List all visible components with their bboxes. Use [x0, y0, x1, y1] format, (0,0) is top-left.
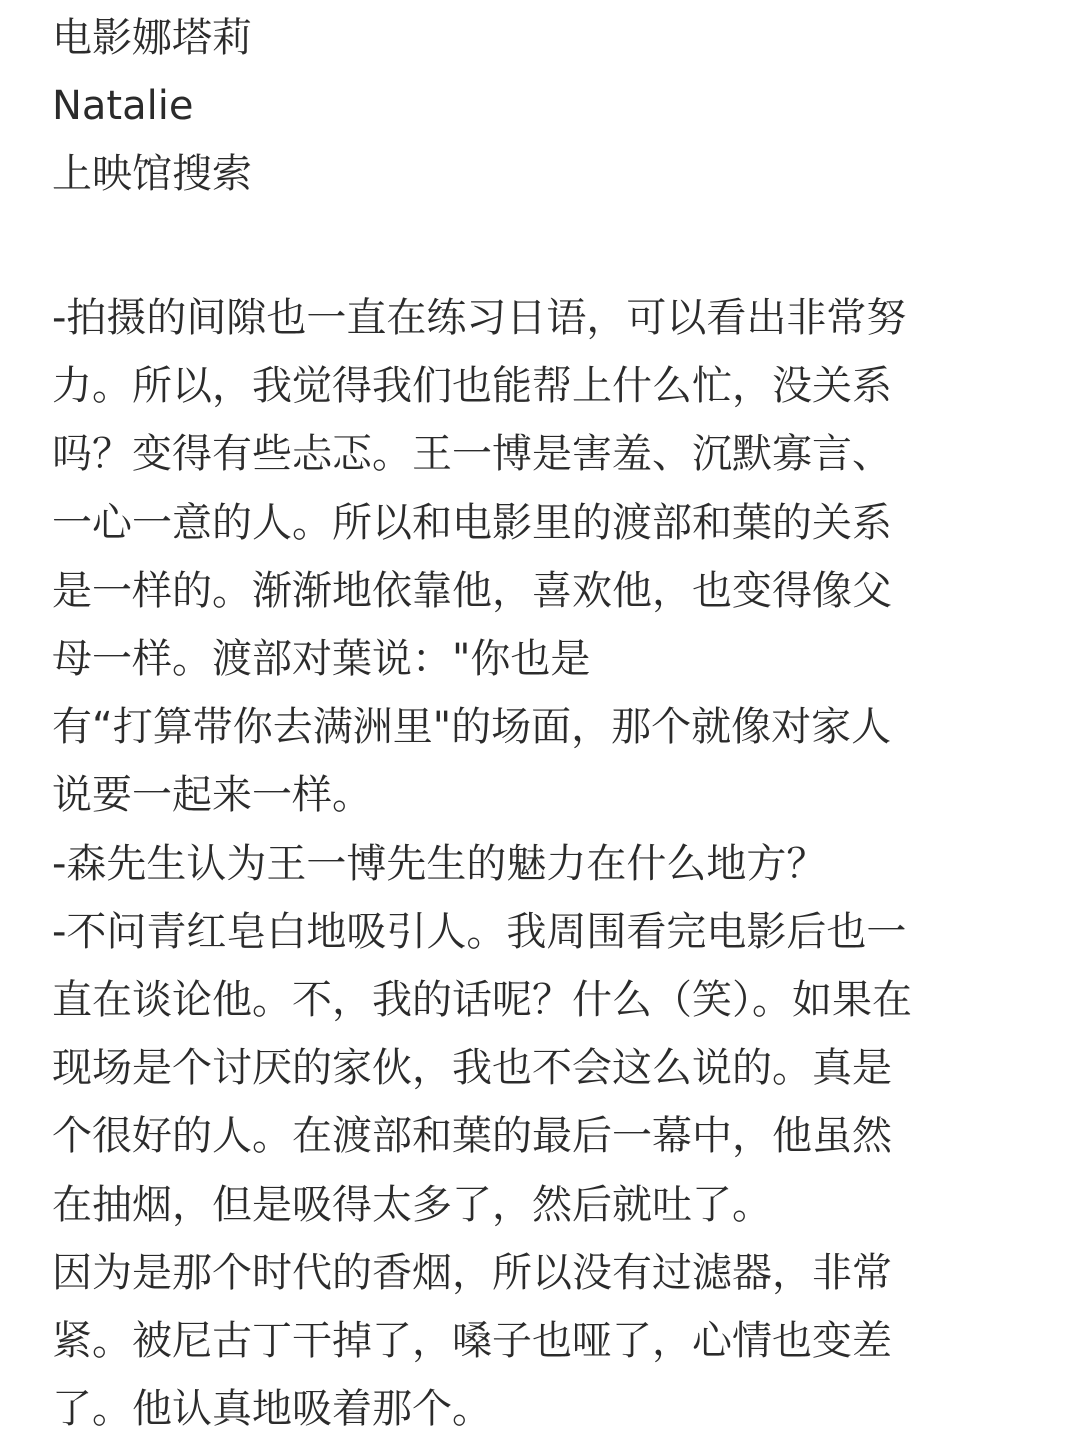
article-line: 有“打算带你去满洲里"的场面，那个就像对家人 — [52, 704, 892, 751]
article-line: -森先生认为王一博先生的魅力在什么地方？ — [52, 840, 827, 887]
article-line: 母一样。渡部对葉说："你也是 — [52, 636, 591, 683]
article-line: 一心一意的人。所以和电影里的渡部和葉的关系 — [52, 499, 892, 546]
article-body — [52, 284, 1042, 1443]
article-line: 紧。被尼古丁干掉了，嗓子也哑了，心情也变差 — [52, 1318, 892, 1365]
site-subtitle: Natalie — [52, 83, 194, 129]
article-page — [52, 0, 1042, 1443]
article-line: -不问青红皂白地吸引人。我周围看完电影后也一 — [52, 908, 907, 955]
site-title: 电影娜塔莉 — [52, 15, 252, 61]
article-line: 力。所以，我觉得我们也能帮上什么忙，没关系 — [52, 363, 892, 410]
article-line: 吗？变得有些忐忑。王一博是害羞、沉默寡言、 — [52, 431, 892, 478]
article-line: 了。他认真地吸着那个。 — [52, 1386, 492, 1433]
article-line: 是一样的。渐渐地依靠他，喜欢他，也变得像父 — [52, 567, 892, 614]
theater-search-link[interactable]: 上映馆搜索 — [52, 151, 252, 197]
article-line: -拍摄的间隙也一直在练习日语，可以看出非常努 — [52, 295, 907, 341]
spacer — [52, 208, 1042, 276]
article-line: 在抽烟，但是吸得太多了，然后就吐了。 — [52, 1181, 772, 1228]
article-line: 现场是个讨厌的家伙，我也不会这么说的。真是 — [52, 1045, 892, 1092]
article-line: 说要一起来一样。 — [52, 772, 372, 819]
article-line: 个很好的人。在渡部和葉的最后一幕中，他虽然 — [52, 1113, 892, 1160]
article-line: 因为是那个时代的香烟，所以没有过滤器，非常 — [52, 1249, 892, 1296]
article-line: 直在谈论他。不，我的话呢？什么（笑）。如果在 — [52, 977, 912, 1024]
